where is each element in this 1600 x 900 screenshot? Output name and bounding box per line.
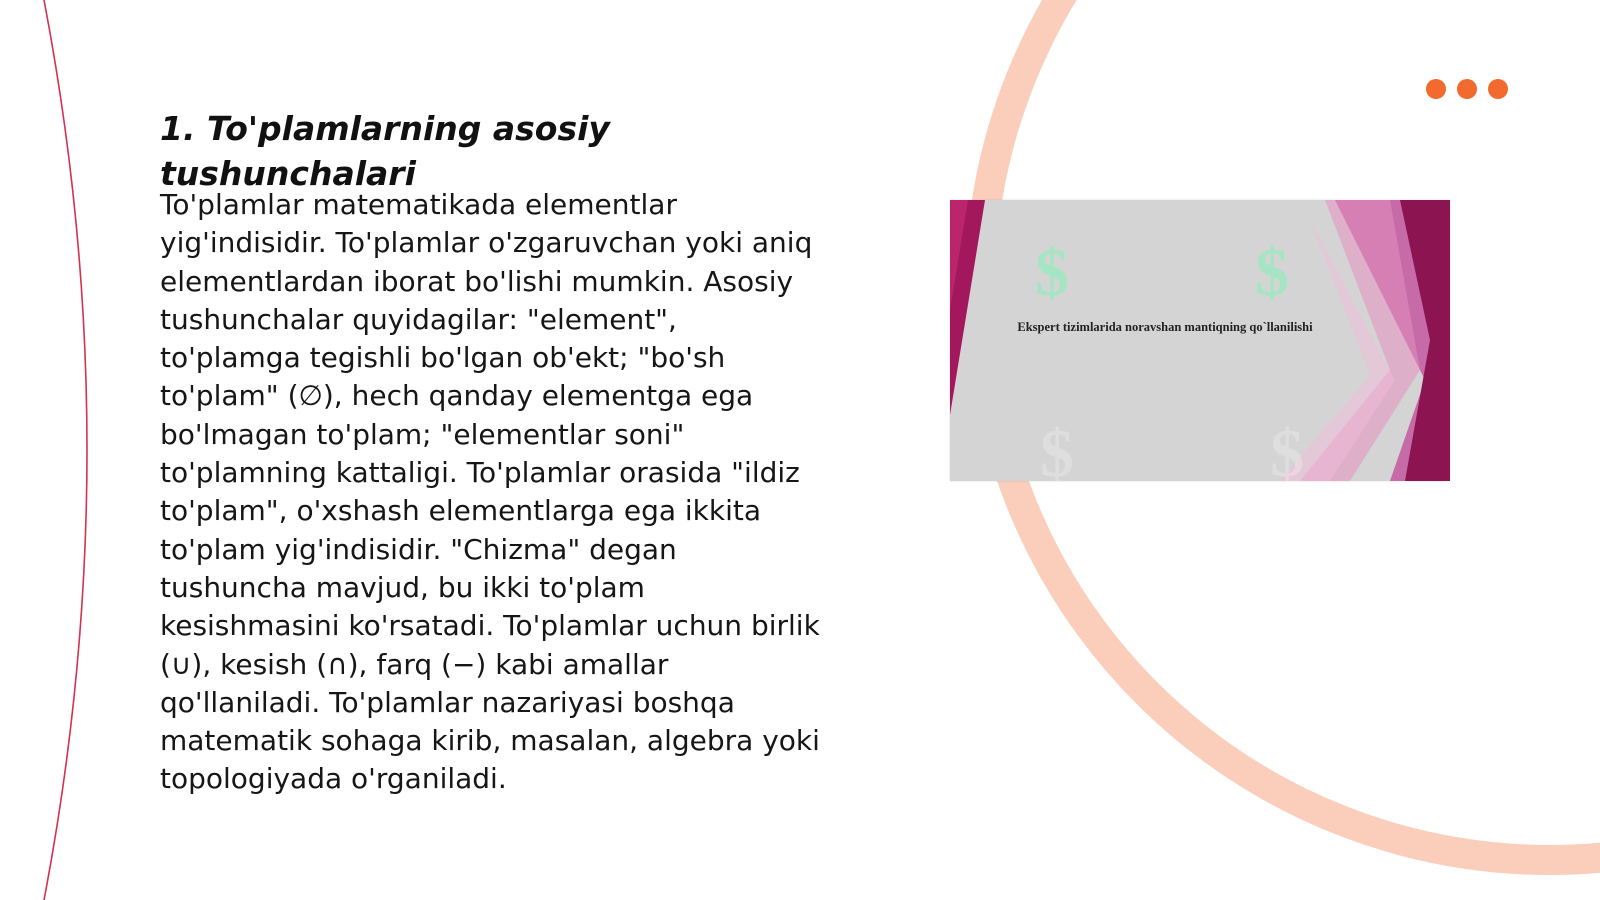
orange-dot-icon bbox=[1426, 79, 1446, 99]
dollar-watermark-icon: $ bbox=[1270, 415, 1304, 481]
dollar-watermark-icon: $ bbox=[1040, 415, 1074, 481]
left-accent-line bbox=[44, 0, 87, 900]
slide-thumbnail-image bbox=[950, 200, 1450, 481]
orange-dot-icon bbox=[1488, 79, 1508, 99]
menu-dots bbox=[1426, 79, 1508, 99]
slide-title: 1. To'plamlarning asosiy tushunchalari bbox=[160, 109, 610, 193]
dollar-watermark-icon: $ bbox=[1255, 234, 1289, 310]
thumbnail-caption: Ekspert tizimlarida noravshan mantiqning qo`llanilishi bbox=[1017, 320, 1313, 334]
orange-dot-icon bbox=[1457, 79, 1477, 99]
thumbnail-graphic bbox=[950, 200, 1450, 481]
slide-body-text: To'plamlar matematikada elementlar yig'indisidir. To'plamlar o'zgaruvchan yoki aniq elementlardan iborat bo'lishi mumkin. Asosiy tushunchalar quyidagilar: "element", to'plamga tegishli bo'lgan ob'ekt; "bo'sh to'plam" (∅), hech qanday elementga ega bo'lmagan to'plam; "elementlar soni" to'plamning kattaligi. To'plamlar orasida "ildiz to'plam", o'xshash elementlarga ega ikkita to'plam yig'indisidir. "Chizma" degan tushuncha mavjud, bu ikki to'plam kesishmasini ko'rsatadi. To'plamlar uchun birlik (∪), kesish (∩), farq (−) kabi amallar qo'llaniladi. To'plamlar nazariyasi boshqa matematik sohaga kirib, masalan, algebra yoki topologiyada o'rganiladi. bbox=[160, 188, 820, 796]
dollar-watermark-icon: $ bbox=[1035, 234, 1069, 310]
